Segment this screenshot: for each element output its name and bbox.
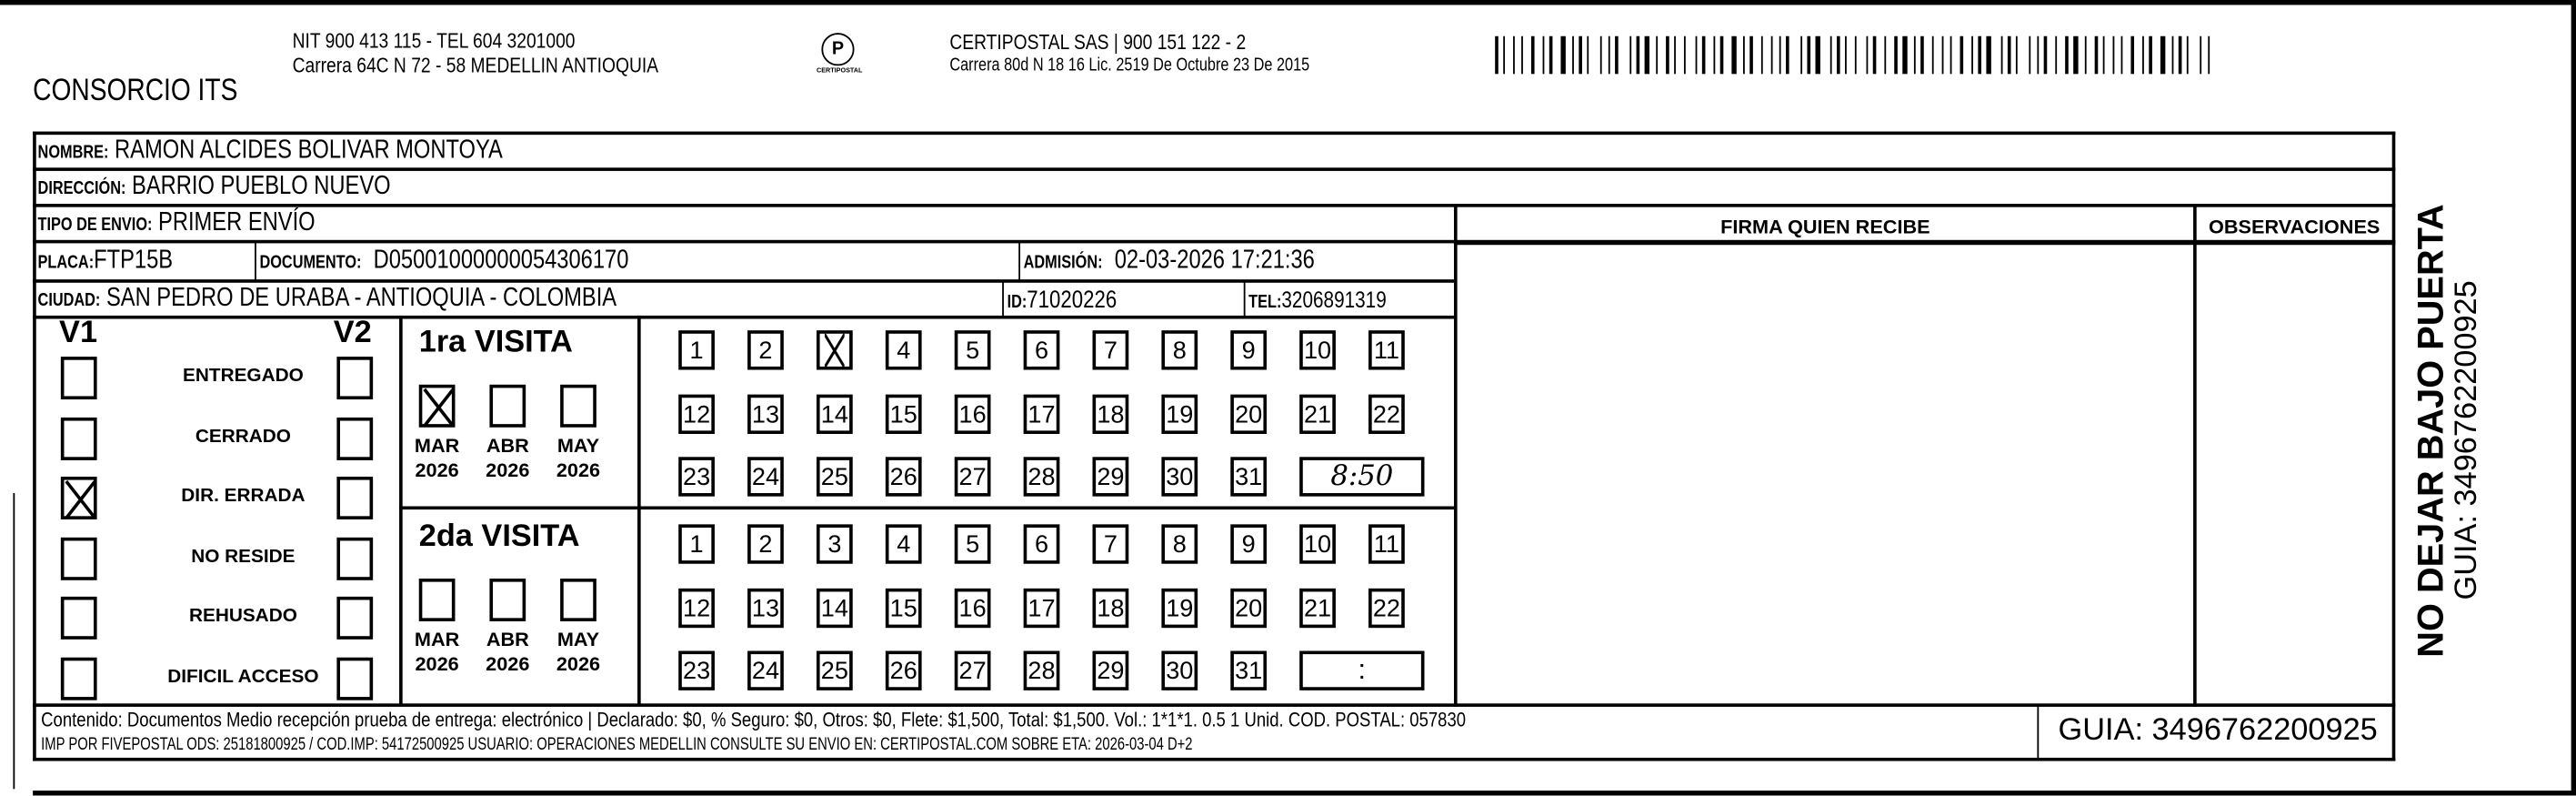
barcode-bar bbox=[1855, 36, 1857, 75]
day-box[interactable]: 16 bbox=[955, 588, 991, 627]
v1-checkbox[interactable] bbox=[61, 597, 97, 640]
direccion-field bbox=[38, 173, 391, 203]
rule bbox=[637, 316, 641, 705]
rule bbox=[33, 132, 36, 761]
barcode-bar bbox=[1884, 36, 1886, 75]
border-right bbox=[2571, 0, 2576, 795]
rule bbox=[2193, 204, 2197, 707]
day-box[interactable]: 23 bbox=[678, 650, 715, 690]
rule bbox=[33, 204, 2395, 207]
day-box[interactable]: 24 bbox=[747, 650, 784, 690]
v1-checkbox[interactable] bbox=[61, 657, 97, 700]
day-box[interactable]: 14 bbox=[817, 588, 853, 627]
barcode-bar bbox=[1495, 36, 1498, 75]
v1-checkbox[interactable] bbox=[61, 477, 97, 519]
barcode-bar bbox=[2208, 36, 2210, 75]
barcode-bar bbox=[1807, 36, 1810, 75]
documento-value: D05001000000054306170 bbox=[373, 247, 629, 275]
barcode-bar bbox=[2085, 36, 2087, 75]
tel-field bbox=[1248, 286, 1387, 316]
ciudad-value: SAN PEDRO DE URABA - ANTIOQUIA - COLOMBIA bbox=[105, 284, 617, 313]
day-box[interactable]: 20 bbox=[1230, 588, 1267, 627]
day-box[interactable]: 25 bbox=[817, 457, 853, 496]
barcode-bar bbox=[2103, 36, 2105, 75]
day-box[interactable]: 6 bbox=[1024, 330, 1060, 369]
v1-checkbox[interactable] bbox=[61, 417, 97, 459]
day-box[interactable]: 10 bbox=[1299, 524, 1336, 563]
day-box[interactable]: 26 bbox=[886, 457, 922, 496]
barcode-bar bbox=[2073, 36, 2078, 75]
barcode-bar bbox=[1731, 36, 1736, 75]
month-label: MAR bbox=[414, 628, 460, 651]
day-box[interactable]: 6 bbox=[1024, 524, 1060, 563]
tipo-label: TIPO DE ENVIO: bbox=[37, 215, 153, 236]
day-box[interactable]: 29 bbox=[1093, 650, 1129, 690]
barcode-bar bbox=[1779, 36, 1781, 75]
footer-line1: Contenido: Documentos Medio recepción prueba de entrega: electrónico | Declarado: $0, % Seguro: $0, Otros: $0, Flete: $1,500, Total: $1,500. Vol.: 1*1*1. 0.5 1 Unid. COD. POSTAL: 057830 bbox=[41, 708, 1467, 732]
barcode-bar bbox=[1942, 36, 1944, 75]
month-label: MAR bbox=[414, 433, 460, 458]
day-box[interactable]: 3 bbox=[817, 524, 853, 563]
month-label: ABR bbox=[486, 433, 529, 458]
barcode-bar bbox=[1837, 36, 1840, 75]
day-box[interactable]: 29 bbox=[1093, 457, 1129, 496]
barcode-bar bbox=[2037, 36, 2039, 75]
month-year: 2026 bbox=[486, 458, 530, 482]
day-box[interactable]: 8 bbox=[1161, 524, 1198, 563]
barcode-bar bbox=[1920, 36, 1924, 75]
day-box[interactable]: 19 bbox=[1161, 394, 1198, 433]
logo-text: CERTIPOSTAL bbox=[816, 65, 863, 75]
visit-title: 2da VISITA bbox=[418, 519, 580, 554]
rule bbox=[1454, 204, 1458, 707]
day-box[interactable]: 12 bbox=[678, 394, 715, 433]
v2-checkbox[interactable] bbox=[336, 537, 373, 579]
day-box[interactable]: 5 bbox=[955, 330, 991, 369]
day-box[interactable]: 13 bbox=[747, 394, 784, 433]
border-left bbox=[13, 493, 15, 789]
barcode-bar bbox=[1543, 36, 1545, 75]
v1-checkbox[interactable] bbox=[61, 537, 97, 579]
day-box[interactable]: 17 bbox=[1024, 588, 1060, 627]
nombre-value: RAMON ALCIDES BOLIVAR MONTOYA bbox=[115, 136, 503, 165]
company-line1: NIT 900 413 115 - TEL 604 3201000 bbox=[292, 27, 576, 53]
placa-field bbox=[38, 247, 174, 277]
month-checkbox[interactable] bbox=[489, 579, 526, 621]
v2-checkbox[interactable] bbox=[336, 357, 373, 399]
barcode-bar bbox=[1986, 36, 1990, 75]
day-box[interactable] bbox=[817, 330, 853, 369]
side-guia: GUIA: 3496762200925 bbox=[2449, 280, 2484, 600]
barcode-bar bbox=[1503, 36, 1505, 75]
observaciones-header: OBSERVACIONES bbox=[2209, 215, 2381, 238]
rule bbox=[255, 242, 256, 281]
barcode-bar bbox=[1960, 36, 1964, 75]
barcode-bar bbox=[1761, 36, 1763, 75]
month-checkbox[interactable] bbox=[419, 579, 456, 621]
barcode-bar bbox=[1830, 36, 1832, 75]
day-box[interactable]: 27 bbox=[955, 650, 991, 690]
admision-label: ADMISIÓN: bbox=[1023, 253, 1103, 273]
status-label: ENTREGADO bbox=[183, 366, 304, 387]
day-box[interactable]: 15 bbox=[886, 588, 922, 627]
day-box[interactable]: 15 bbox=[886, 394, 922, 433]
day-box[interactable]: 18 bbox=[1093, 588, 1129, 627]
barcode-bar bbox=[2055, 36, 2057, 75]
id-label: ID: bbox=[1007, 292, 1027, 313]
barcode-bar bbox=[1684, 36, 1686, 75]
v2-checkbox[interactable] bbox=[336, 417, 373, 459]
day-box[interactable]: 30 bbox=[1161, 457, 1198, 496]
day-box[interactable]: 21 bbox=[1299, 394, 1336, 433]
barcode-bar bbox=[2016, 36, 2018, 75]
barcode-bar bbox=[1800, 36, 1802, 75]
placa-value: FTP15B bbox=[94, 247, 174, 275]
barcode-bar bbox=[1932, 36, 1934, 75]
barcode-bar bbox=[1713, 36, 1715, 75]
ciudad-label: CIUDAD: bbox=[37, 290, 101, 311]
barcode-bar bbox=[2121, 36, 2123, 75]
barcode-bar bbox=[1786, 36, 1789, 75]
month-checkbox[interactable] bbox=[489, 385, 526, 428]
day-box[interactable]: 14 bbox=[817, 394, 853, 433]
day-box[interactable]: 9 bbox=[1230, 524, 1267, 563]
company-line2: Carrera 64C N 72 - 58 MEDELLIN ANTIOQUIA bbox=[292, 52, 659, 77]
id-value: 71020226 bbox=[1027, 286, 1118, 315]
day-box[interactable]: 12 bbox=[678, 588, 715, 627]
day-box[interactable]: 2 bbox=[747, 330, 784, 369]
day-box[interactable]: 4 bbox=[886, 330, 922, 369]
month-checkbox[interactable] bbox=[560, 385, 596, 428]
placa-label: PLACA: bbox=[37, 253, 95, 273]
status-label: CERRADO bbox=[195, 426, 291, 447]
day-box[interactable]: 24 bbox=[747, 457, 784, 496]
barcode-bar bbox=[1902, 36, 1907, 75]
documento-label: DOCUMENTO: bbox=[259, 253, 362, 273]
barcode-bar bbox=[2160, 36, 2165, 75]
barcode-bar bbox=[1600, 36, 1602, 75]
barcode-bar bbox=[1978, 36, 1981, 75]
barcode-bar bbox=[2187, 36, 2189, 75]
status-label: DIFICIL ACCESO bbox=[167, 666, 319, 687]
day-box[interactable]: 18 bbox=[1093, 394, 1129, 433]
barcode-bar bbox=[2008, 36, 2011, 75]
barcode-bar bbox=[1971, 36, 1973, 75]
barcode-bar bbox=[1867, 36, 1869, 75]
carrier-line2: Carrera 80d N 18 16 Lic. 2519 De Octubre 23 De 2015 bbox=[949, 55, 1310, 76]
barcode-bar bbox=[2142, 36, 2144, 75]
barcode-bar bbox=[1845, 36, 1847, 75]
day-box[interactable]: 8 bbox=[1161, 330, 1198, 369]
day-box[interactable]: 28 bbox=[1024, 457, 1060, 496]
day-box[interactable]: 9 bbox=[1230, 330, 1267, 369]
barcode-bar bbox=[1674, 36, 1676, 75]
visit-title: 1ra VISITA bbox=[418, 325, 573, 360]
day-box[interactable]: 19 bbox=[1161, 588, 1198, 627]
signature-area[interactable] bbox=[1458, 247, 2191, 701]
barcode-bar bbox=[1894, 36, 1898, 75]
barcode-bar bbox=[1531, 36, 1535, 75]
month-label: MAY bbox=[556, 433, 600, 458]
barcode-bar bbox=[1629, 36, 1631, 75]
day-box[interactable]: 31 bbox=[1230, 457, 1267, 496]
day-box[interactable]: 26 bbox=[886, 650, 922, 690]
barcode-bar bbox=[2130, 36, 2134, 75]
barcode bbox=[1495, 36, 2218, 75]
barcode-bar bbox=[1702, 36, 1706, 75]
direccion-value: BARRIO PUEBLO NUEVO bbox=[132, 172, 391, 201]
day-box[interactable]: 2 bbox=[747, 524, 784, 563]
barcode-bar bbox=[1696, 36, 1698, 75]
barcode-bar bbox=[1572, 36, 1574, 75]
day-box[interactable]: 21 bbox=[1299, 588, 1336, 627]
rule bbox=[2037, 705, 2039, 760]
carrier-line1: CERTIPOSTAL SAS | 900 151 122 - 2 bbox=[949, 29, 1247, 55]
rule bbox=[2392, 132, 2396, 761]
v2-checkbox[interactable] bbox=[336, 477, 373, 519]
barcode-bar bbox=[1816, 36, 1820, 75]
day-box[interactable]: 1 bbox=[678, 330, 715, 369]
barcode-bar bbox=[1513, 36, 1515, 75]
side-text bbox=[2411, 204, 2482, 657]
day-box[interactable]: 27 bbox=[955, 457, 991, 496]
barcode-bar bbox=[1771, 36, 1773, 75]
status-label: DIR. ERRADA bbox=[181, 486, 306, 507]
day-box[interactable]: 1 bbox=[678, 524, 715, 563]
month-year: 2026 bbox=[486, 652, 530, 676]
documento-field bbox=[259, 247, 628, 277]
barcode-bar bbox=[1587, 36, 1589, 75]
v1-checkbox[interactable] bbox=[61, 357, 97, 399]
v2-checkbox[interactable] bbox=[336, 657, 373, 700]
v1-label: V1 bbox=[59, 315, 98, 350]
day-box[interactable]: 20 bbox=[1230, 394, 1267, 433]
day-box[interactable]: 22 bbox=[1368, 588, 1405, 627]
barcode-bar bbox=[2200, 36, 2201, 75]
barcode-bar bbox=[2179, 36, 2182, 75]
month-year: 2026 bbox=[415, 458, 459, 482]
day-box[interactable]: 31 bbox=[1230, 650, 1267, 690]
barcode-bar bbox=[1645, 36, 1649, 75]
admision-field bbox=[1024, 247, 1315, 277]
month-year: 2026 bbox=[556, 458, 601, 482]
day-box[interactable]: 16 bbox=[955, 394, 991, 433]
month-label: MAY bbox=[556, 628, 600, 651]
side-warning: NO DEJAR BAJO PUERTA bbox=[2410, 204, 2451, 658]
day-box[interactable]: 11 bbox=[1368, 524, 1405, 563]
barcode-bar bbox=[2044, 36, 2048, 75]
nombre-field bbox=[38, 136, 503, 166]
border-top bbox=[0, 0, 2576, 5]
rule bbox=[33, 703, 2395, 707]
footer-line2: IMP POR FIVEPOSTAL ODS: 25181800925 / COD.IMP: 54172500925 USUARIO: OPERACIONES MEDELLIN CONSULTE SU ENVIO EN: CERTIPOSTAL.COM SOBRE ETA: 2026-03-04 D+2 bbox=[41, 734, 1193, 755]
month-year: 2026 bbox=[556, 652, 601, 676]
day-box[interactable]: 5 bbox=[955, 524, 991, 563]
id-field bbox=[1007, 286, 1118, 316]
v2-label: V2 bbox=[333, 315, 372, 350]
day-box[interactable]: 7 bbox=[1093, 524, 1129, 563]
barcode-bar bbox=[1914, 36, 1916, 75]
barcode-bar bbox=[1666, 36, 1669, 75]
time-box[interactable]: : bbox=[1299, 650, 1424, 690]
observaciones-area[interactable] bbox=[2198, 247, 2390, 701]
barcode-bar bbox=[1579, 36, 1582, 75]
barcode-bar bbox=[1609, 36, 1610, 75]
day-box[interactable]: 10 bbox=[1299, 330, 1336, 369]
barcode-bar bbox=[2001, 36, 2003, 75]
rule bbox=[33, 758, 2395, 761]
ciudad-field bbox=[38, 285, 617, 315]
day-box[interactable]: 22 bbox=[1368, 394, 1405, 433]
day-box[interactable]: 17 bbox=[1024, 394, 1060, 433]
barcode-bar bbox=[2172, 36, 2174, 75]
status-label: NO RESIDE bbox=[191, 546, 296, 567]
nombre-label: NOMBRE: bbox=[37, 143, 109, 163]
barcode-bar bbox=[1743, 36, 1745, 75]
barcode-bar bbox=[2149, 36, 2152, 75]
barcode-bar bbox=[2065, 36, 2069, 75]
firma-header: FIRMA QUIEN RECIBE bbox=[1720, 215, 1930, 238]
day-box[interactable]: 4 bbox=[886, 524, 922, 563]
rule bbox=[33, 167, 2395, 171]
barcode-bar bbox=[1615, 36, 1619, 75]
barcode-bar bbox=[1873, 36, 1877, 75]
barcode-bar bbox=[1637, 36, 1640, 75]
tipo-value: PRIMER ENVÍO bbox=[158, 208, 316, 237]
rule bbox=[399, 316, 403, 705]
status-label: REHUSADO bbox=[188, 606, 297, 627]
barcode-bar bbox=[1560, 36, 1565, 75]
certipostal-logo: P CERTIPOSTAL bbox=[817, 33, 859, 82]
rule bbox=[1002, 281, 1004, 317]
month-checkbox[interactable] bbox=[560, 579, 596, 621]
rule bbox=[33, 279, 1456, 283]
barcode-bar bbox=[2029, 36, 2030, 75]
barcode-bar bbox=[1720, 36, 1724, 75]
rule bbox=[399, 506, 1456, 509]
month-year: 2026 bbox=[415, 652, 459, 676]
rule bbox=[1454, 242, 2395, 246]
barcode-bar bbox=[1521, 36, 1523, 75]
day-box[interactable]: 25 bbox=[817, 650, 853, 690]
admision-value: 02-03-2026 17:21:36 bbox=[1114, 247, 1315, 275]
day-box[interactable]: 23 bbox=[678, 457, 715, 496]
tel-value: 3206891319 bbox=[1281, 286, 1387, 313]
barcode-bar bbox=[2095, 36, 2099, 75]
footer-guia: GUIA: 3496762200925 bbox=[2058, 713, 2378, 749]
barcode-bar bbox=[1549, 36, 1553, 75]
time-box[interactable]: 8:50 bbox=[1299, 457, 1424, 496]
rule bbox=[33, 316, 1456, 319]
rule bbox=[33, 132, 2395, 136]
day-box[interactable]: 11 bbox=[1368, 330, 1405, 369]
barcode-bar bbox=[1950, 36, 1952, 75]
day-box[interactable]: 30 bbox=[1161, 650, 1198, 690]
month-checkbox[interactable] bbox=[419, 385, 456, 428]
month-label: ABR bbox=[486, 628, 529, 651]
barcode-bar bbox=[1656, 36, 1658, 75]
barcode-bar bbox=[2113, 36, 2115, 75]
day-box[interactable]: 7 bbox=[1093, 330, 1129, 369]
day-box[interactable]: 28 bbox=[1024, 650, 1060, 690]
barcode-bar bbox=[1749, 36, 1753, 75]
day-box[interactable]: 13 bbox=[747, 588, 784, 627]
company-name: CONSORCIO ITS bbox=[33, 74, 238, 109]
rule bbox=[1018, 242, 1020, 281]
tipo-field bbox=[38, 208, 316, 238]
rule bbox=[1244, 281, 1246, 317]
v2-checkbox[interactable] bbox=[336, 597, 373, 640]
direccion-label: DIRECCIÓN: bbox=[37, 178, 126, 199]
tel-label: TEL: bbox=[1248, 292, 1282, 313]
